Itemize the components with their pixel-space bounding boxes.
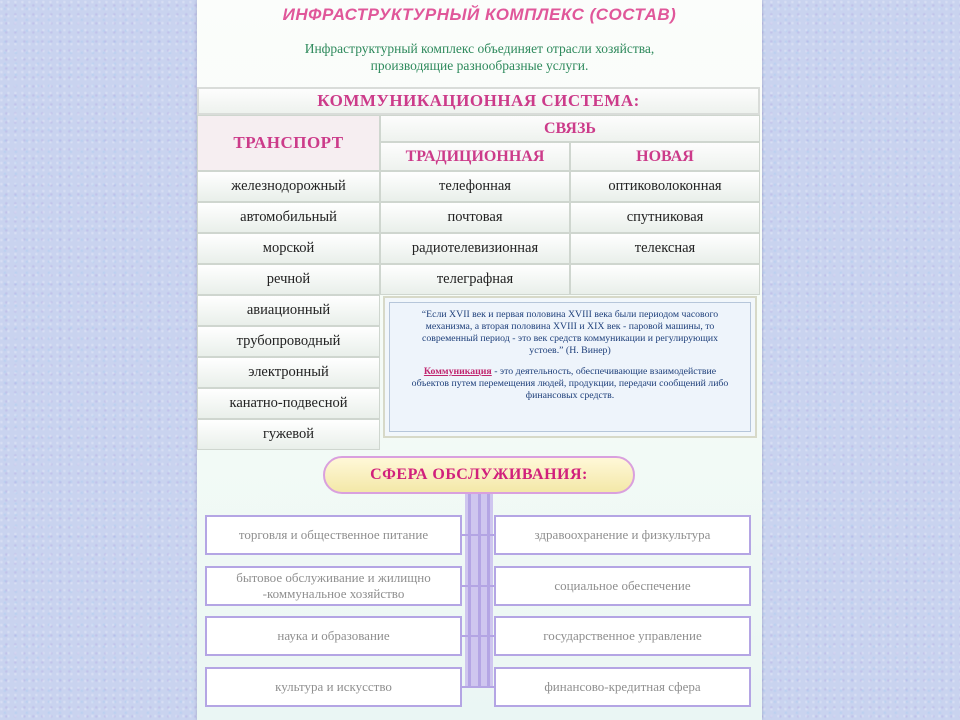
service-item-right: здравоохранение и физкультура [494,515,751,555]
service-item-right: социальное обеспечение [494,566,751,606]
new-item: оптиковолоконная [570,171,760,202]
connector-line [487,494,490,688]
comm-system-header: КОММУНИКАЦИОННАЯ СИСТЕМА: [197,87,760,115]
service-item-right: государственное управление [494,616,751,656]
transport-item: авиационный [197,295,380,326]
transport-item: железнодорожный [197,171,380,202]
transport-item: канатно-подвесной [197,388,380,419]
definition-text: - это деятельность, обеспечивающие взаимодействие объектов путем перемещения людей, продукции, передачи сообщений либо финансовых средств. [411,366,729,401]
service-item-left: наука и образование [205,616,462,656]
transport-item: речной [197,264,380,295]
svyaz-header: СВЯЗЬ [380,115,760,142]
connector-branch [462,534,496,536]
connector-branch [462,635,496,637]
new-header: НОВАЯ [570,142,760,171]
transport-item: трубопроводный [197,326,380,357]
quote-box [383,296,757,438]
new-item: телексная [570,233,760,264]
subtitle-line-2: производящие разнообразные услуги. [370,58,589,73]
service-item-right: финансово-кредитная сфера [494,667,751,707]
page-title: ИНФРАСТРУКТУРНЫЙ КОМПЛЕКС (СОСТАВ) [282,5,677,24]
service-item-left: культура и искусство [205,667,462,707]
traditional-header: ТРАДИЦИОННАЯ [380,142,570,171]
quote-inner [389,302,751,432]
service-item-left: торговля и общественное питание [205,515,462,555]
service-item-left: бытовое обслуживание и жилищно -коммунальное хозяйство [205,566,462,606]
poster-sheet [197,0,762,720]
new-item: спутниковая [570,202,760,233]
traditional-item: телефонная [380,171,570,202]
transport-item: морской [197,233,380,264]
connector-branch [462,585,496,587]
communication-definition [408,366,732,402]
connector-line [478,494,481,688]
definition-term: Коммуникация [423,366,492,377]
transport-item: автомобильный [197,202,380,233]
new-item-empty [570,264,760,295]
traditional-item: почтовая [380,202,570,233]
transport-item: гужевой [197,419,380,450]
transport-item: электронный [197,357,380,388]
traditional-item: радиотелевизионная [380,233,570,264]
connector-branch [462,686,496,688]
traditional-item: телеграфная [380,264,570,295]
connector-line [468,494,471,688]
subtitle-line-1: Инфраструктурный комплекс объединяет отрасли хозяйства, [304,41,655,56]
page-subtitle [237,40,722,74]
wiener-quote: “Если XVII век и первая половина XVIII века были периодом часового механизма, а вторая половина XVIII и XIX век - паровой машины, то современный период - это век средств коммуникации и регулирующих устоев.” (Н. Винер) [421,309,719,356]
service-sphere-header: СФЕРА ОБСЛУЖИВАНИЯ: [323,456,635,494]
transport-header: ТРАНСПОРТ [197,115,380,171]
